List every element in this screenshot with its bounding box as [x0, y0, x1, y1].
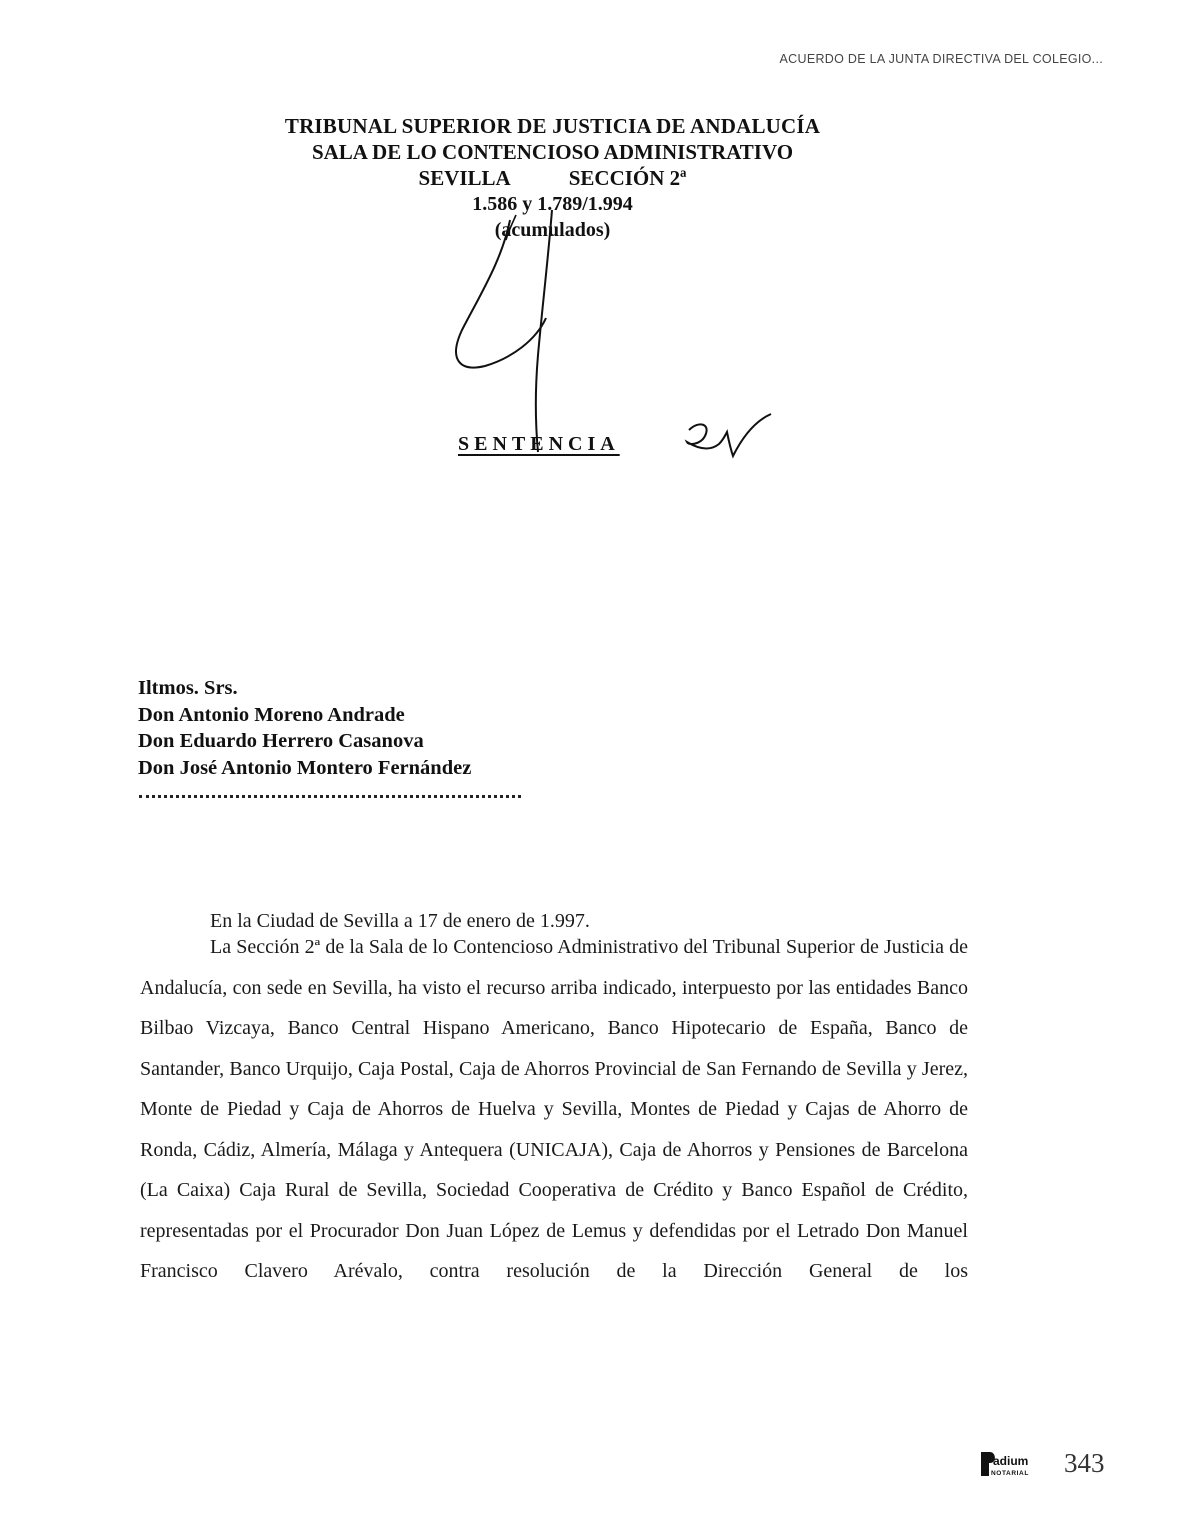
city: SEVILLA: [418, 166, 511, 190]
svg-text:NOTARIAL: NOTARIAL: [991, 1470, 1029, 1477]
magistrate-name: Don Eduardo Herrero Casanova: [138, 730, 424, 752]
magistrates-block: [138, 675, 471, 781]
dotted-rule: [139, 795, 521, 798]
svg-text:adium: adium: [993, 1454, 1029, 1468]
section: SECCIÓN 2ª: [568, 166, 687, 190]
chamber-name: SALA DE LO CONTENCIOSO ADMINISTRATIVO: [311, 140, 794, 164]
date-line: En la Ciudad de Sevilla a 17 de enero de 1.997.: [210, 910, 590, 932]
case-numbers: 1.586 y 1.789/1.994: [472, 193, 633, 215]
judgment-body: [140, 908, 968, 1292]
handwritten-initials: [683, 402, 775, 464]
court-name: TRIBUNAL SUPERIOR DE JUSTICIA DE ANDALUCÍA: [284, 114, 821, 138]
magistrates-heading: Iltmos. Srs.: [138, 677, 238, 699]
opening-paragraph: La Sección 2ª de la Sala de lo Contencioso Administrativo del Tribunal Superior de Justicia de Andalucía, con sede en Sevilla, ha visto el recurso arriba indicado, interpuesto por las entidades Banco Bilbao Vizcaya, Banco Central Hispano Americano, Banco Hipotecario de España, Banco de Santander, Banco Urquijo, Caja Postal, Caja de Ahorros Provincial de San Fernando de Sevilla y Jerez, Monte de Piedad y Caja de Ahorros de Huelva y Sevilla, Montes de Piedad y Cajas de Ahorro de Ronda, Cádiz, Almería, Málaga y Antequera (UNICAJA), Caja de Ahorros y Pensiones de Barcelona (La Caixa) Caja Rural de Sevilla, Sociedad Cooperativa de Crédito y Banco Español de Crédito, representadas por el Procurador Don Juan López de Lemus y defendidas por el Letrado Don Manuel Francisco Clavero Arévalo, contra resolución de la Dirección General de los: [140, 936, 968, 1282]
document-title: SENTENCIA: [458, 433, 620, 455]
city-section: [0, 165, 1105, 191]
page-number: 343: [1064, 1448, 1105, 1478]
running-header: ACUERDO DE LA JUNTA DIRECTIVA DEL COLEGIO...: [779, 52, 1103, 66]
padium-notarial-logo: [981, 1452, 1045, 1478]
magistrate-name: Don Antonio Moreno Andrade: [138, 703, 405, 726]
case-note: (acumulados): [494, 219, 611, 241]
handwritten-signature: [440, 190, 600, 460]
magistrate-name: Don José Antonio Montero Fernández: [138, 756, 472, 779]
